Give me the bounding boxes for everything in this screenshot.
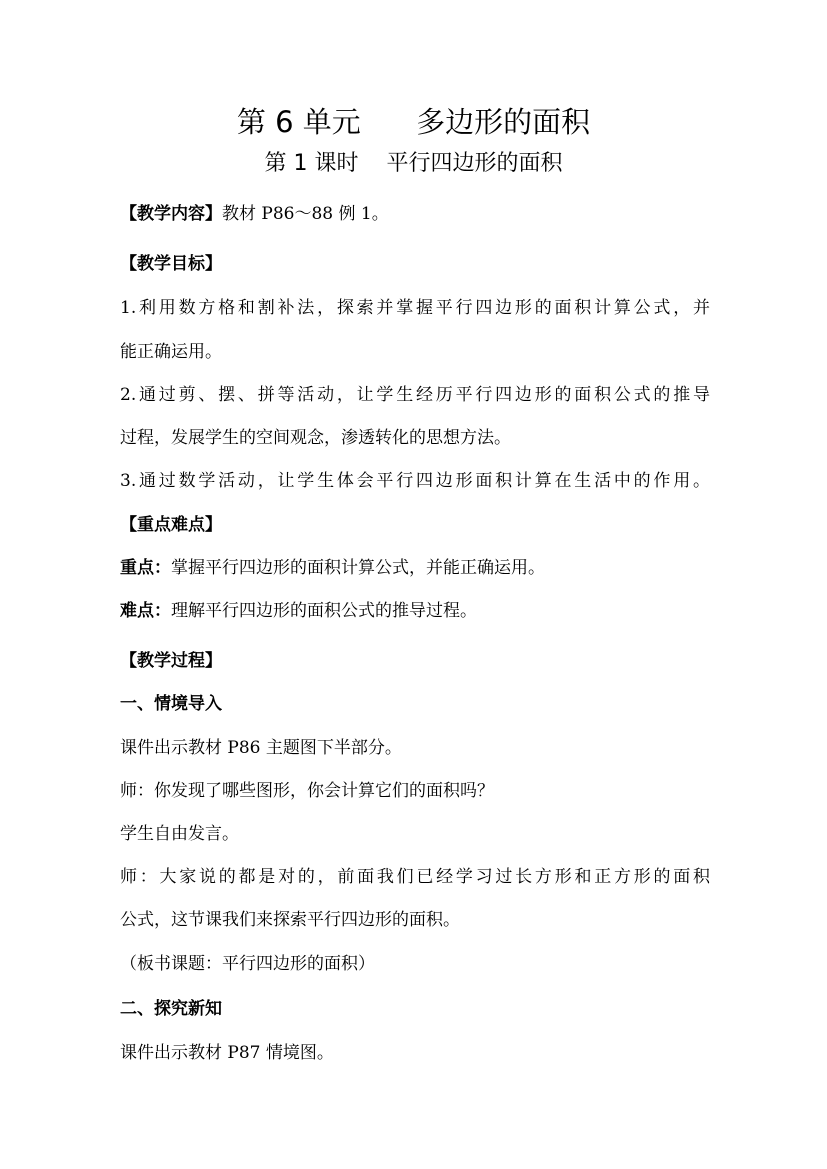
difficulty-line <box>120 598 710 624</box>
section-1-paragraph-1: 课件出示教材 P86 主题图下半部分。 <box>120 738 402 758</box>
lesson-title: 第 1 课时 平行四边形的面积 <box>264 151 563 176</box>
section-1-heading: 一、情境导入 <box>120 694 222 714</box>
unit-title: 第 6 单元 多边形的面积 <box>236 105 591 139</box>
goal-1-line-2: 能正确运用。 <box>120 342 222 362</box>
teaching-content-text: 教材 P86～88 例 1。 <box>222 204 389 224</box>
section-1-paragraph-5: （板书课题：平行四边形的面积） <box>120 954 375 974</box>
key-point-text: 掌握平行四边形的面积计算公式，并能正确运用。 <box>171 558 545 578</box>
goal-1-line-1: 1.利用数方格和割补法，探索并掌握平行四边形的面积计算公式，并 <box>120 298 710 318</box>
section-1-paragraph-2: 师：你发现了哪些图形，你会计算它们的面积吗？ <box>120 781 494 801</box>
goal-2-line-1: 2.通过剪、摆、拼等活动，让学生经历平行四边形的面积公式的推导 <box>120 385 710 405</box>
teaching-content-label: 【教学内容】 <box>120 204 222 224</box>
goal-2-line-2: 过程，发展学生的空间观念，渗透转化的思想方法。 <box>120 428 511 448</box>
section-2-paragraph-1: 课件出示教材 P87 情境图。 <box>120 1043 334 1063</box>
goal-3: 3.通过数学活动，让学生体会平行四边形面积计算在生活中的作用。 <box>120 471 710 491</box>
section-2-heading: 二、探究新知 <box>120 999 222 1019</box>
section-1-paragraph-4-line-1: 师：大家说的都是对的，前面我们已经学习过长方形和正方形的面积 <box>120 867 710 887</box>
difficulty-label: 难点： <box>120 601 171 621</box>
key-points-heading: 【重点难点】 <box>120 515 222 535</box>
section-1-paragraph-3: 学生自由发言。 <box>120 824 239 844</box>
goals-heading: 【教学目标】 <box>120 254 222 274</box>
section-1-paragraph-4-line-2: 公式，这节课我们来探索平行四边形的面积。 <box>120 910 460 930</box>
key-point-line <box>120 555 710 581</box>
difficulty-text: 理解平行四边形的面积公式的推导过程。 <box>171 601 477 621</box>
teaching-content-line <box>120 201 710 227</box>
process-heading: 【教学过程】 <box>120 651 222 671</box>
key-point-label: 重点： <box>120 558 171 578</box>
